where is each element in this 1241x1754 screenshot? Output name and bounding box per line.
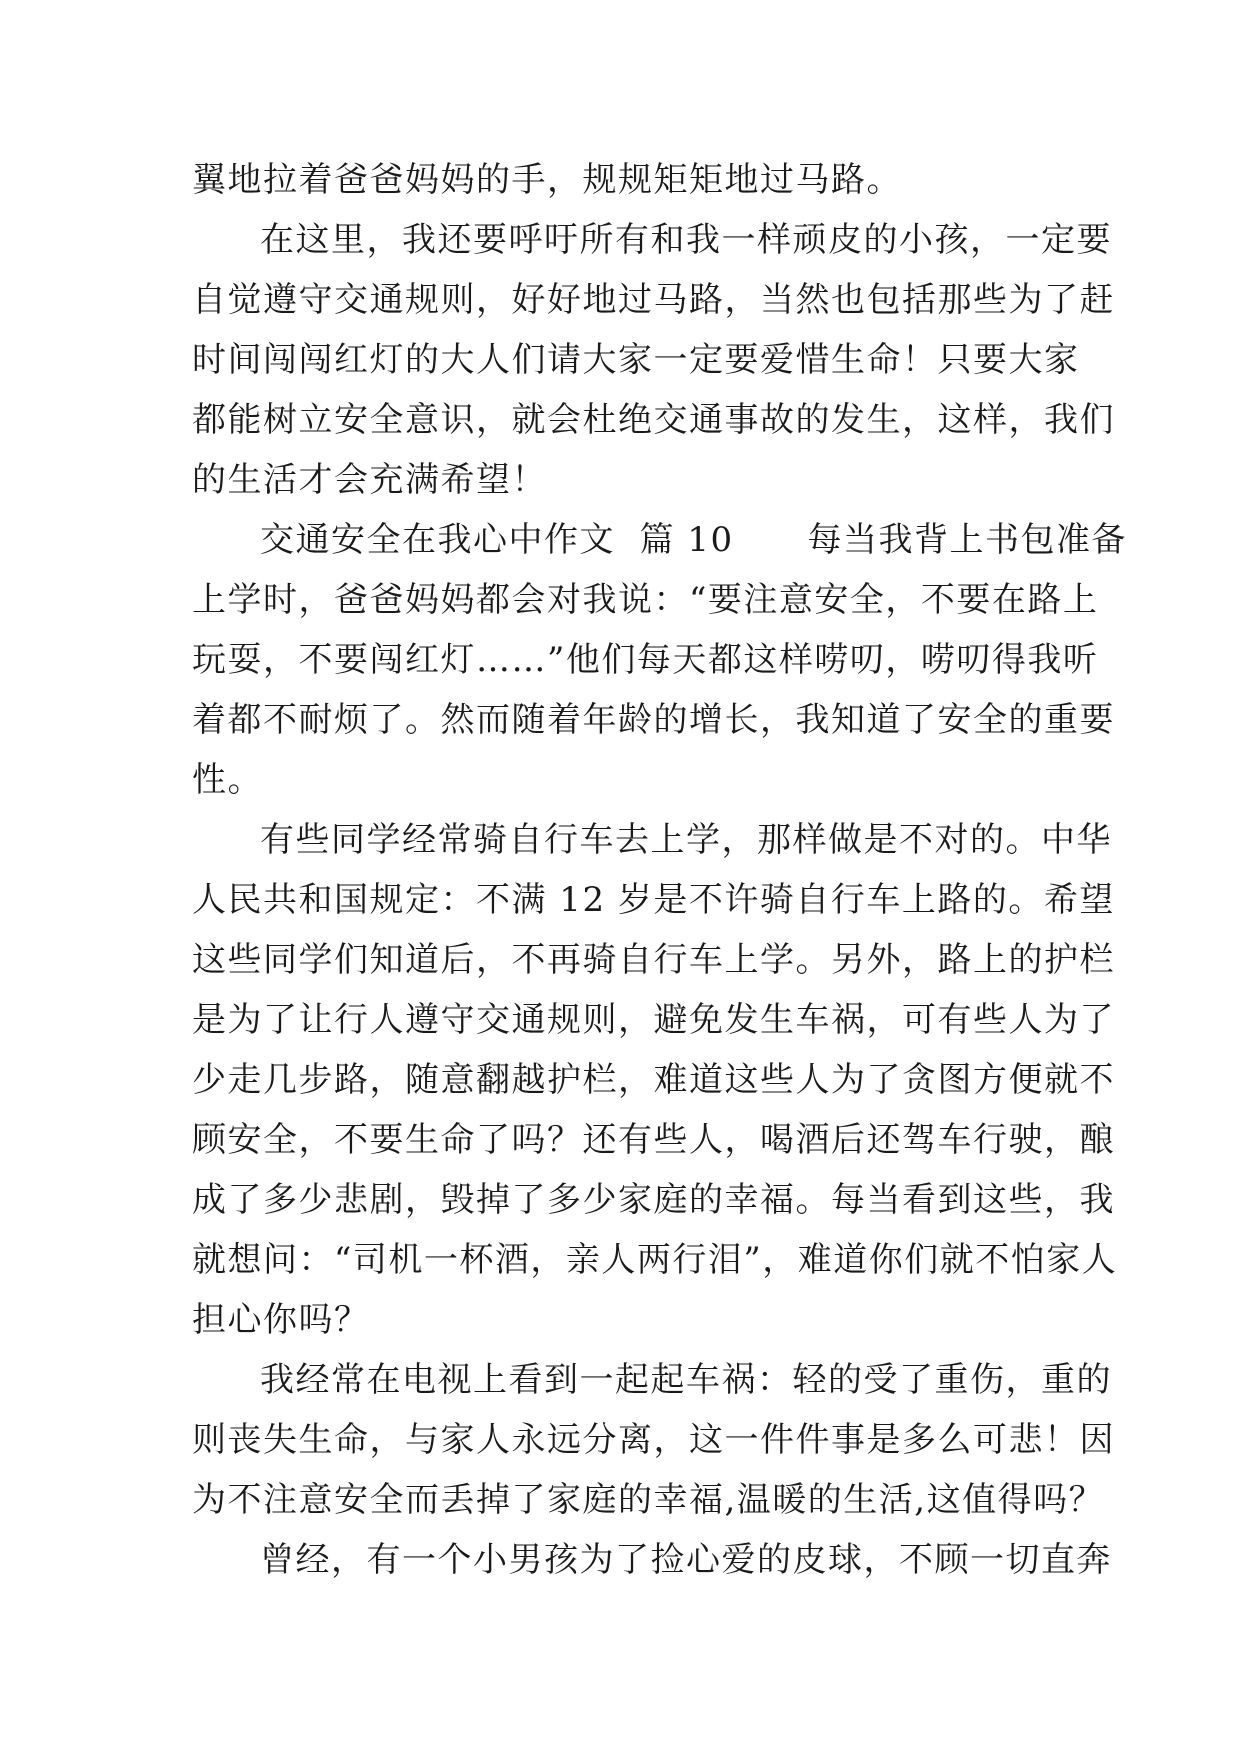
text-line: 成了多少悲剧，毁掉了多少家庭的幸福。每当看到这些，我 bbox=[192, 1180, 1115, 1220]
text-line: 为不注意安全而丢掉了家庭的幸福,温暖的生活,这值得吗？ bbox=[192, 1480, 1105, 1520]
text-line: 的生活才会充满希望！ bbox=[192, 460, 547, 500]
text-line: 自觉遵守交通规则，好好地过马路，当然也包括那些为了赶 bbox=[192, 280, 1115, 320]
paragraph bbox=[192, 1530, 1112, 1590]
text-line: 交通安全在我心中作文 篇 10 每当我背上书包准备 bbox=[260, 520, 1128, 560]
paragraph bbox=[192, 210, 1115, 510]
paragraph bbox=[192, 1350, 1115, 1530]
document-body bbox=[192, 150, 1128, 1590]
text-line: 都能树立安全意识，就会杜绝交通事故的发生，这样，我们 bbox=[192, 400, 1115, 440]
text-line: 少走几步路，随意翻越护栏，难道这些人为了贪图方便就不 bbox=[192, 1060, 1115, 1100]
text-line: 顾安全，不要生命了吗？还有些人，喝酒后还驾车行驶，酿 bbox=[192, 1120, 1115, 1160]
text-line: 担心你吗？ bbox=[192, 1300, 370, 1340]
text-line: 性。 bbox=[192, 760, 263, 800]
text-line: 玩耍，不要闯红灯……”他们每天都这样唠叨，唠叨得我听 bbox=[192, 640, 1099, 680]
text-line: 时间闯闯红灯的大人们请大家一定要爱惜生命！只要大家 bbox=[192, 340, 1080, 380]
text-line: 在这里，我还要呼吁所有和我一样顽皮的小孩，一定要 bbox=[260, 220, 1112, 260]
text-line: 则丧失生命，与家人永远分离，这一件件事是多么可悲！因 bbox=[192, 1420, 1115, 1460]
text-line: 着都不耐烦了。然而随着年龄的增长，我知道了安全的重要 bbox=[192, 700, 1115, 740]
text-line: 翼地拉着爸爸妈妈的手，规规矩矩地过马路。 bbox=[192, 160, 902, 200]
text-line: 这些同学们知道后，不再骑自行车上学。另外，路上的护栏 bbox=[192, 940, 1115, 980]
paragraph bbox=[192, 150, 1052, 210]
text-line: 上学时，爸爸妈妈都会对我说：“要注意安全，不要在路上 bbox=[192, 580, 1099, 620]
text-line: 有些同学经常骑自行车去上学，那样做是不对的。中华 bbox=[260, 820, 1112, 860]
text-line: 就想问：“司机一杯酒，亲人两行泪”，难道你们就不怕家人 bbox=[192, 1240, 1118, 1280]
paragraph bbox=[192, 510, 1128, 810]
text-line: 人民共和国规定：不满 12 岁是不许骑自行车上路的。希望 bbox=[192, 880, 1115, 920]
text-line: 我经常在电视上看到一起起车祸：轻的受了重伤，重的 bbox=[260, 1360, 1112, 1400]
text-line: 是为了让行人遵守交通规则，避免发生车祸，可有些人为了 bbox=[192, 1000, 1115, 1040]
text-line: 曾经，有一个小男孩为了捡心爱的皮球，不顾一切直奔 bbox=[260, 1540, 1112, 1580]
paragraph bbox=[192, 810, 1118, 1350]
